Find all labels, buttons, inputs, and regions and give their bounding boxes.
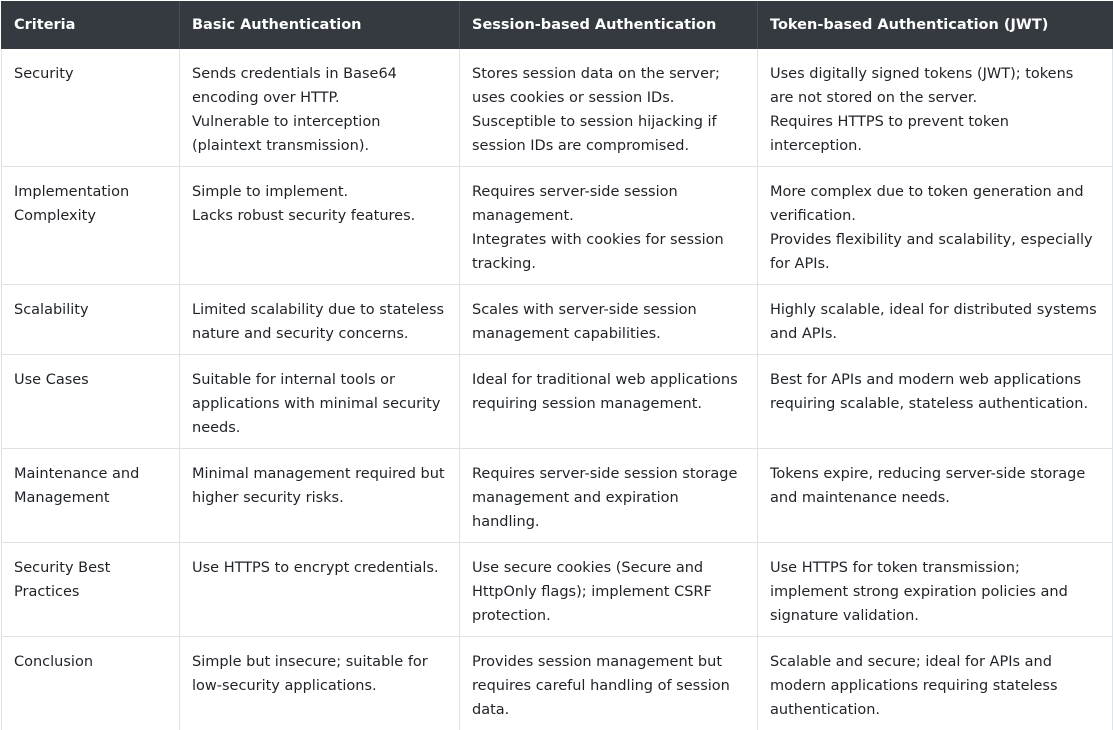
table-row [2, 49, 1113, 167]
criteria-cell: Implementation Complexity [2, 167, 180, 285]
session-auth-cell [460, 49, 758, 167]
session-auth-cell [460, 167, 758, 285]
table-header [2, 1, 1113, 49]
cell-line: Provides session management but requires careful handling of session data. [472, 654, 730, 718]
cell-line: Lacks robust security features. [192, 208, 416, 224]
cell-line: Best for APIs and modern web applications requiring scalable, stateless authentication. [770, 372, 1089, 412]
criteria-cell: Security Best Practices [2, 543, 180, 637]
token-auth-cell [758, 285, 1113, 355]
token-auth-cell [758, 355, 1113, 449]
table-row [2, 449, 1113, 543]
basic-auth-cell [180, 285, 460, 355]
cell-line: Highly scalable, ideal for distributed systems and APIs. [770, 302, 1097, 342]
cell-line: Provides flexibility and scalability, especially for APIs. [770, 232, 1093, 272]
cell-line: Scales with server-side session management capabilities. [472, 302, 697, 342]
criteria-cell: Maintenance and Management [2, 449, 180, 543]
comparison-table [1, 1, 1113, 730]
session-auth-cell [460, 449, 758, 543]
basic-auth-cell [180, 355, 460, 449]
cell-line: Use HTTPS for token transmission; implement strong expiration policies and signature validation. [770, 560, 1068, 624]
basic-auth-cell [180, 449, 460, 543]
session-auth-cell [460, 543, 758, 637]
cell-line: Integrates with cookies for session tracking. [472, 232, 724, 272]
criteria-cell: Security [2, 49, 180, 167]
criteria-cell: Scalability [2, 285, 180, 355]
cell-line: Vulnerable to interception (plaintext transmission). [192, 114, 381, 154]
cell-line: Simple to implement. [192, 184, 349, 200]
session-auth-cell [460, 285, 758, 355]
basic-auth-cell [180, 167, 460, 285]
criteria-cell: Conclusion [2, 637, 180, 730]
cell-line: Sends credentials in Base64 encoding over HTTP. [192, 66, 397, 106]
cell-line: Requires server-side session management. [472, 184, 678, 224]
cell-line: Ideal for traditional web applications requiring session management. [472, 372, 738, 412]
cell-line: Susceptible to session hijacking if session IDs are compromised. [472, 114, 717, 154]
cell-line: Requires HTTPS to prevent token interception. [770, 114, 1009, 154]
token-auth-cell [758, 49, 1113, 167]
header-basic-auth: Basic Authentication [180, 1, 460, 49]
table-row [2, 167, 1113, 285]
basic-auth-cell [180, 543, 460, 637]
token-auth-cell [758, 543, 1113, 637]
cell-line: Scalable and secure; ideal for APIs and modern applications requiring stateless authentication. [770, 654, 1058, 718]
table-body [2, 49, 1113, 730]
cell-line: More complex due to token generation and verification. [770, 184, 1084, 224]
cell-line: Limited scalability due to stateless nature and security concerns. [192, 302, 445, 342]
basic-auth-cell [180, 637, 460, 730]
cell-line: Tokens expire, reducing server-side storage and maintenance needs. [770, 466, 1086, 506]
cell-line: Use secure cookies (Secure and HttpOnly flags); implement CSRF protection. [472, 560, 712, 624]
table-row [2, 543, 1113, 637]
header-session-auth: Session-based Authentication [460, 1, 758, 49]
criteria-cell: Use Cases [2, 355, 180, 449]
cell-line: Minimal management required but higher security risks. [192, 466, 445, 506]
cell-line: Suitable for internal tools or applications with minimal security needs. [192, 372, 441, 436]
token-auth-cell [758, 637, 1113, 730]
header-token-auth: Token-based Authentication (JWT) [758, 1, 1113, 49]
session-auth-cell [460, 355, 758, 449]
table-row [2, 355, 1113, 449]
cell-line: Use HTTPS to encrypt credentials. [192, 560, 439, 576]
token-auth-cell [758, 167, 1113, 285]
header-criteria: Criteria [2, 1, 180, 49]
table-row [2, 285, 1113, 355]
cell-line: Simple but insecure; suitable for low-security applications. [192, 654, 428, 694]
session-auth-cell [460, 637, 758, 730]
basic-auth-cell [180, 49, 460, 167]
header-row [2, 1, 1113, 49]
cell-line: Requires server-side session storage management and expiration handling. [472, 466, 738, 530]
table-row [2, 637, 1113, 730]
cell-line: Uses digitally signed tokens (JWT); tokens are not stored on the server. [770, 66, 1074, 106]
token-auth-cell [758, 449, 1113, 543]
cell-line: Stores session data on the server; uses cookies or session IDs. [472, 66, 720, 106]
